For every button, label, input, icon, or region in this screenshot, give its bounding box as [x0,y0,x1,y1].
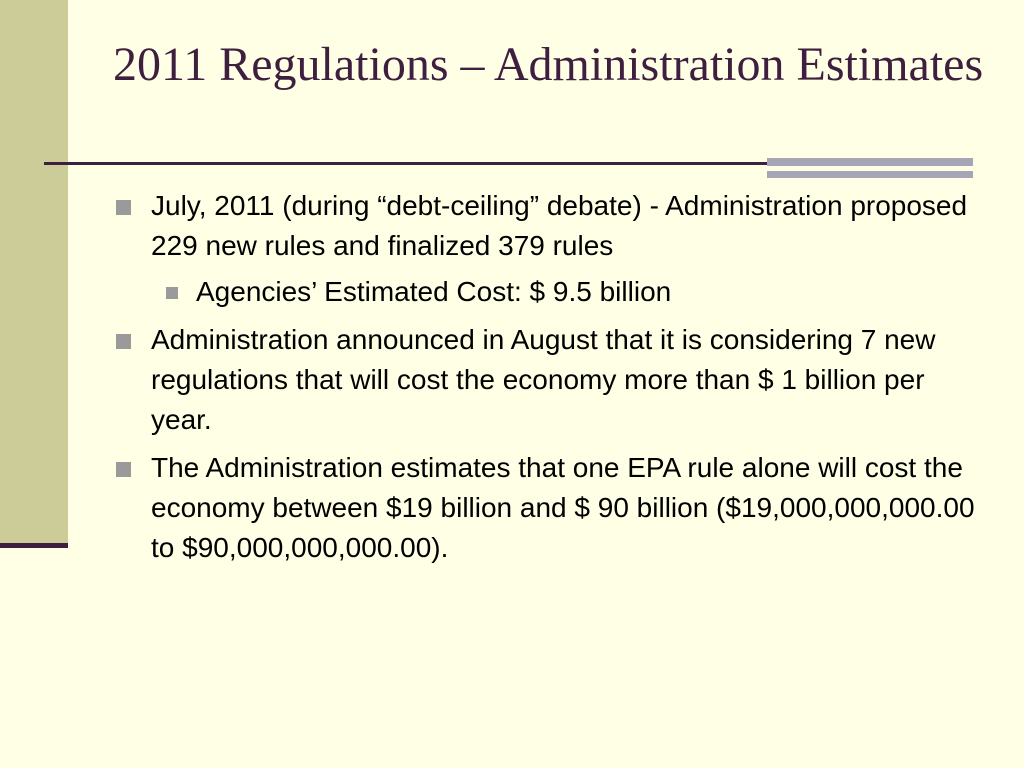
left-bar-rule [0,543,68,548]
square-bullet-icon [116,200,131,215]
bullet-text: Administration announced in August that it is considering 7 new regulations that will cost the economy more than $ 1 billion per year. [151,324,936,435]
bullet-item [113,448,983,568]
title-underline [44,162,844,165]
accent-bar-top [767,158,973,166]
square-bullet-icon [116,334,131,349]
left-decorative-bar [0,0,68,543]
accent-bars [767,158,973,178]
square-bullet-icon [166,287,178,299]
bullet-item [113,186,983,266]
slide-title: 2011 Regulations – Administration Estimates [113,38,984,91]
sub-bullet-item [163,272,983,312]
accent-bar-bottom [767,171,973,178]
slide-content [113,186,983,576]
bullet-item [113,320,983,440]
bullet-text: The Administration estimates that one EPA rule alone will cost the economy between $19 billion and $ 90 billion ($19,000,000,000.00 to $90,000,000,000.00). [151,452,975,563]
sub-bullet-text: Agencies’ Estimated Cost: $ 9.5 billion [196,276,672,307]
bullet-text: July, 2011 (during “debt-ceiling” debate) - Administration proposed 229 new rules and finalized 379 rules [151,190,968,261]
square-bullet-icon [116,462,131,477]
